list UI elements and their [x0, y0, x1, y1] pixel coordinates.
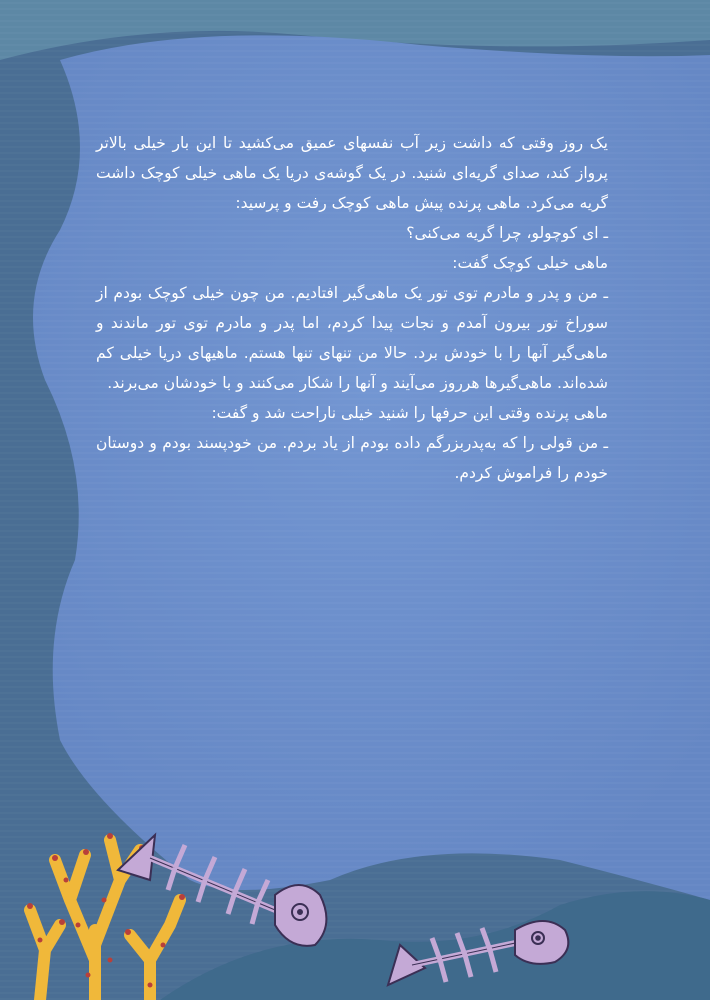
story-paragraph: یک روز وقتی که داشت زیر آب نفسهای عمیق می‌کشید تا این بار خیلی بالاتر پرواز کند، صدای گریه‌ای شنید. در یک گوشه‌ی دریا یک ماهی خیلی کوچک داشت گریه می‌کرد. ماهی پرنده پیش ماهی کوچک رفت و پرسید:	[96, 134, 608, 212]
story-paragraph: ـ من قولی را که به‌پدربزرگم داده بودم از یاد بردم. من خودپسند بودم و دوستان خودم را فراموش کردم.	[96, 434, 608, 482]
story-paragraph: ماهی خیلی کوچک گفت:	[452, 254, 608, 272]
story-paragraph: ـ ای کوچولو، چرا گریه می‌کنی؟	[406, 224, 608, 242]
story-paragraph: ـ من و پدر و مادرم توی تور یک ماهی‌گیر افتادیم. من چون خیلی کوچک بودم از سوراخ تور بیرون آمدم و نجات پیدا کردم، اما پدر و مادرم توی تور ماندند و ماهی‌گیر آنها را با خودش برد. حالا من تنهای تنها هستم. ماهیهای دریا خیلی کم شده‌اند. ماهی‌گیرها هرروز می‌آیند و آنها را شکار می‌کنند و با خودشان می‌برند.	[96, 284, 608, 392]
story-paragraph: ماهی پرنده وقتی این حرفها را شنید خیلی ناراحت شد و گفت:	[211, 404, 608, 422]
story-text	[96, 128, 608, 488]
